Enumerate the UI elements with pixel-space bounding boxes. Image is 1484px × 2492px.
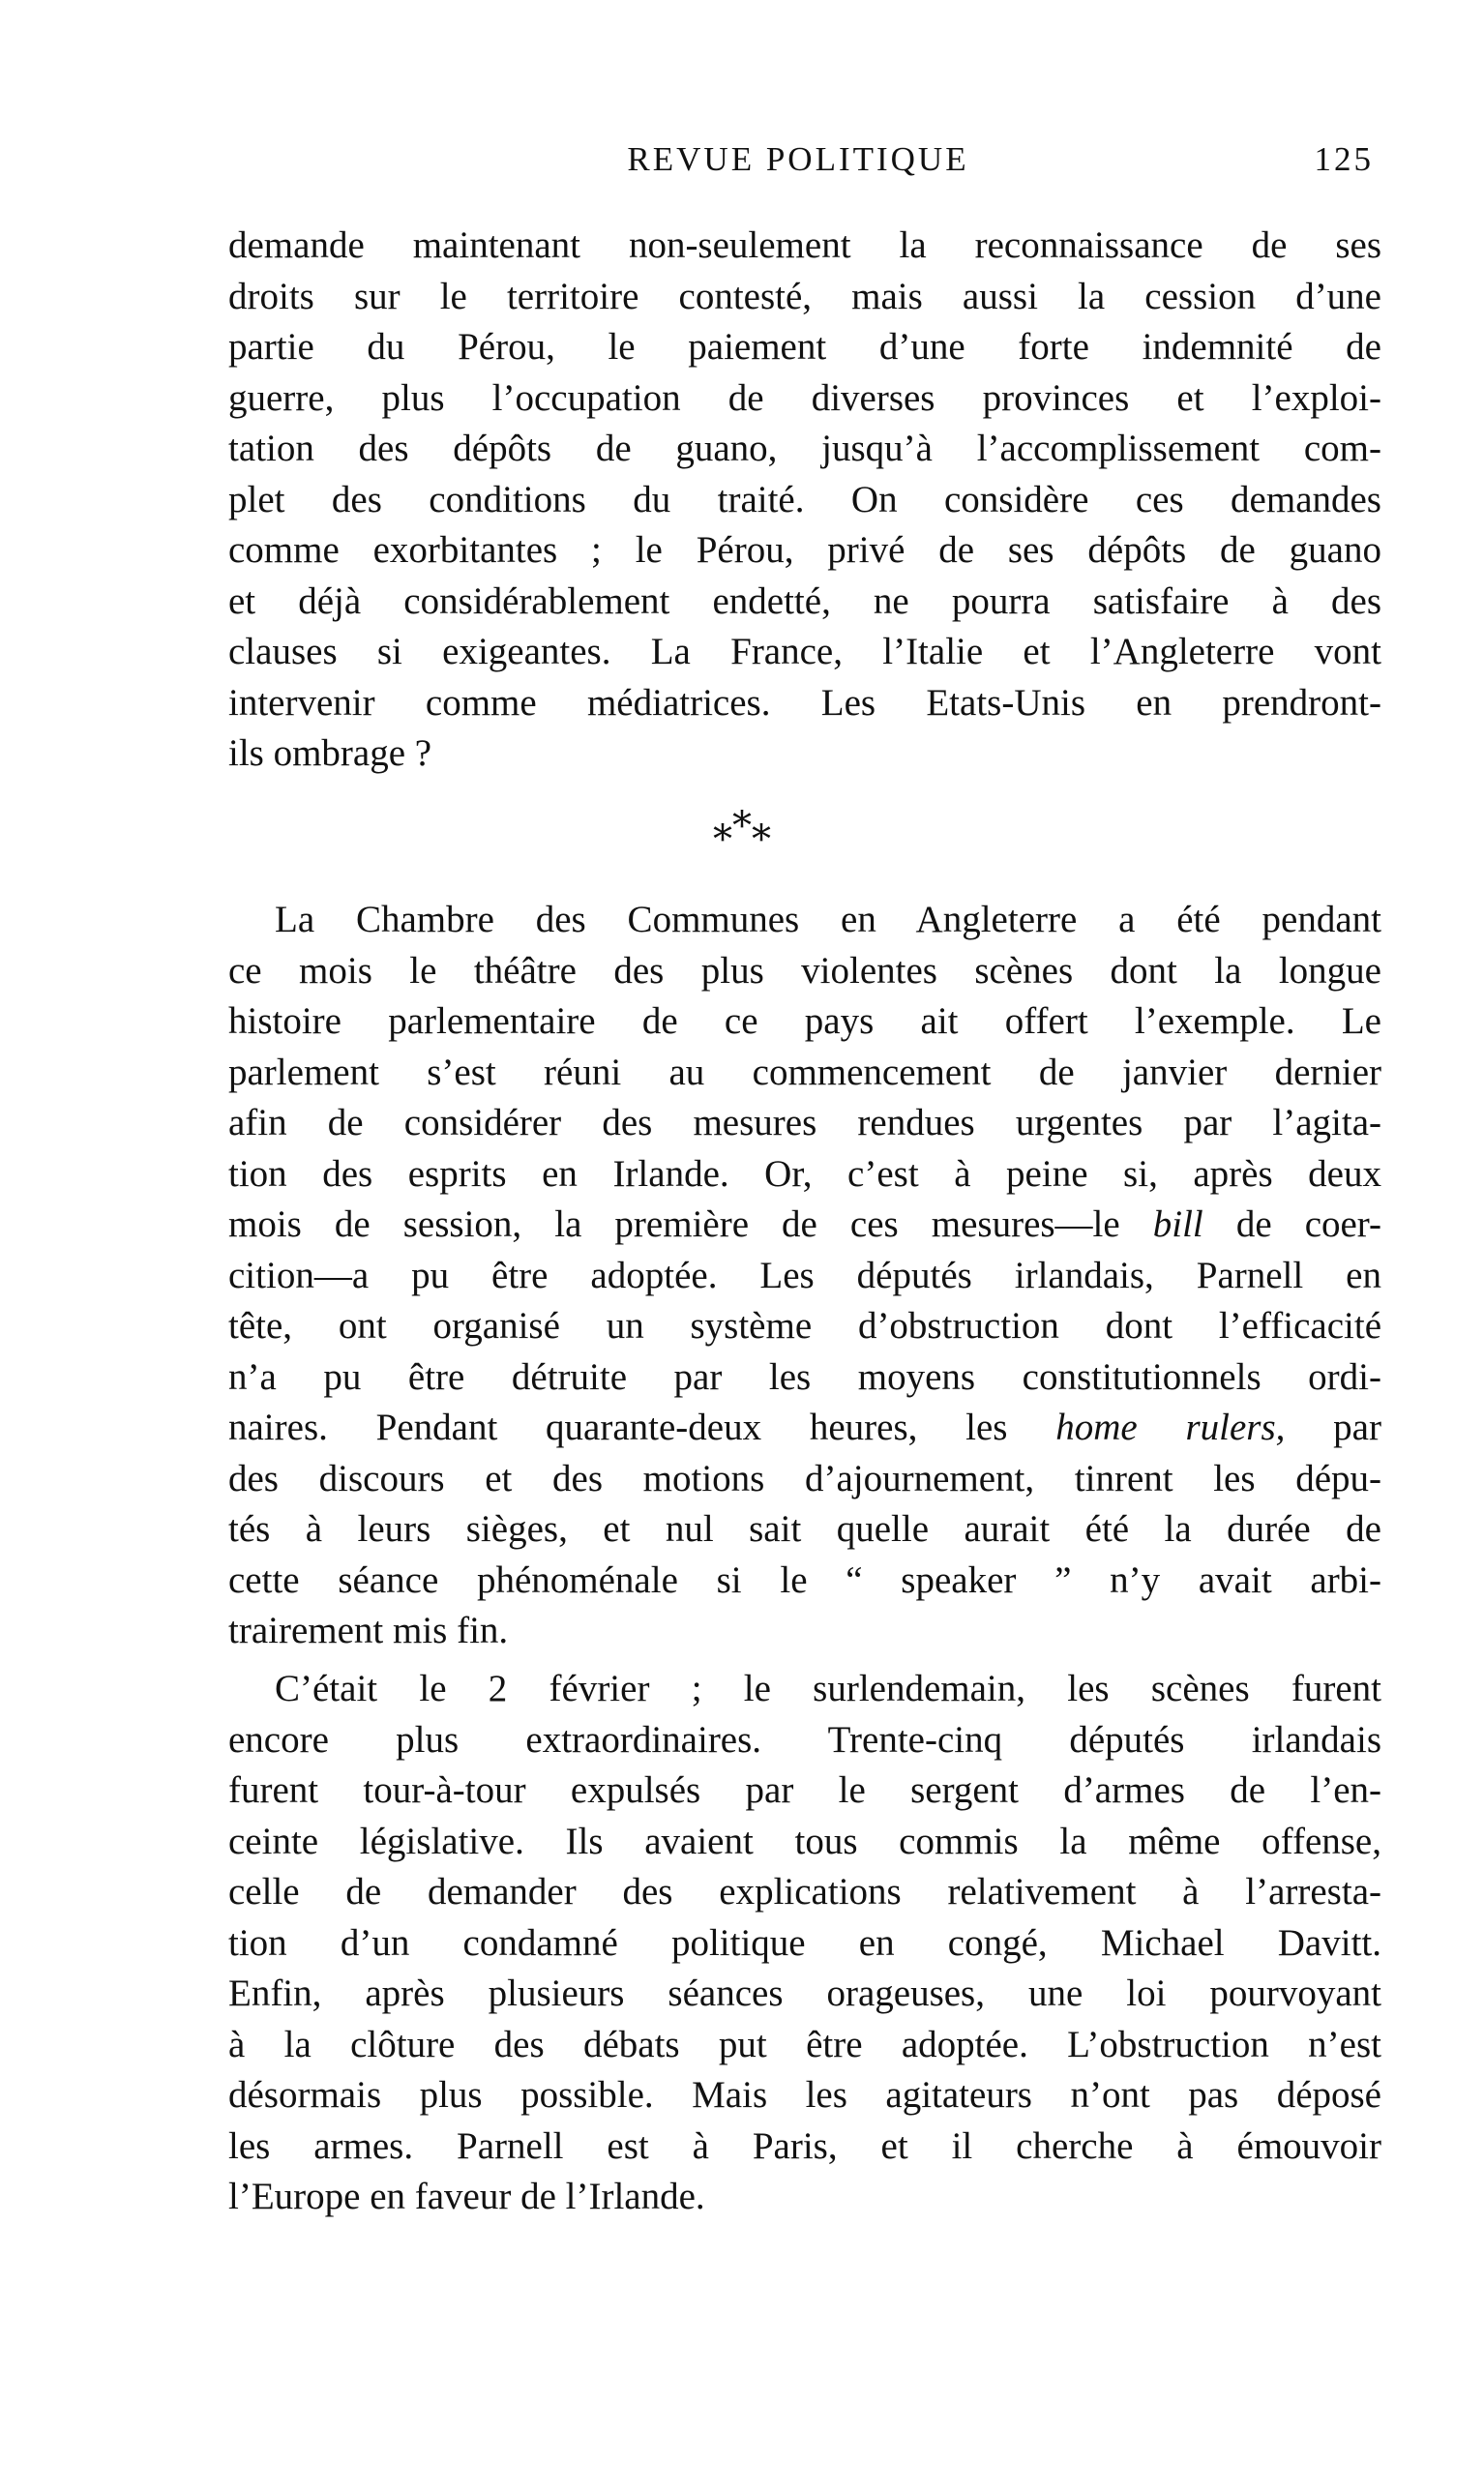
page-number: 125 [1314, 140, 1374, 178]
text-line: l’Europe en faveur de l’Irlande. [228, 2176, 705, 2217]
text-run: de coer- [1202, 1203, 1382, 1245]
text-line: tion des esprits en Irlande. Or, c’est à peine si, après deux [228, 1152, 1381, 1195]
text-line: C’était le 2 février ; le surlendemain, les scènes furent [275, 1668, 1381, 1709]
asterism-separator [0, 804, 1484, 869]
text-line: trairement mis fin. [228, 1610, 509, 1651]
text-line: tion d’un condamné politique en congé, Michael Davitt. [228, 1921, 1381, 1964]
text-line: tête, ont organisé un système d’obstruction dont l’efficacité [228, 1305, 1381, 1347]
text-line: désormais plus possible. Mais les agitateurs n’ont pas déposé [228, 2074, 1381, 2116]
asterism-star: * [713, 817, 732, 862]
text-line: celle de demander des explications relativement à l’arresta- [228, 1871, 1381, 1913]
text-line: ceinte législative. Ils avaient tous commis la même offense, [228, 1820, 1381, 1862]
text-line: furent tour-à-tour expulsés par le sergent d’armes de l’en- [228, 1769, 1381, 1811]
paragraph-peru [228, 221, 1381, 780]
text-line: Enfin, après plusieurs séances orageuses, une loi pourvoyant [228, 1973, 1381, 2014]
text-line: ils ombrage ? [228, 732, 432, 774]
asterism-star: * [732, 804, 752, 848]
text-line [228, 1200, 1381, 1251]
text-line [228, 1403, 1381, 1454]
text-line: encore plus extraordinaires. Trente-cinq députés irlandais [228, 1718, 1381, 1761]
text-run: naires. Pendant quarante-deux heures, les [228, 1407, 1056, 1448]
text-line: demande maintenant non-seulement la reconnaissance de ses [228, 224, 1381, 266]
text-line: à la clôture des débats put être adoptée. L’obstruction n’est [228, 2023, 1381, 2065]
text-line: ce mois le théâtre des plus violentes scènes dont la longue [228, 949, 1381, 992]
paragraph-february [228, 1664, 1381, 2223]
text-line: parlement s’est réuni au commencement de janvier dernier [228, 1051, 1381, 1093]
paragraph-commons [228, 895, 1381, 1657]
text-line: afin de considérer des mesures rendues urgentes par l’agita- [228, 1102, 1381, 1143]
text-line: guerre, plus l’occupation de diverses provinces et l’exploi- [228, 376, 1381, 419]
text-line: et déjà considérablement endetté, ne pourra satisfaire à des [228, 579, 1381, 622]
text-line: clauses si exigeantes. La France, l’Italie et l’Angleterre vont [228, 631, 1381, 672]
text-run: par [1285, 1407, 1381, 1448]
running-title: REVUE POLITIQUE [627, 140, 969, 178]
text-line: plet des conditions du traité. On considère ces demandes [228, 478, 1381, 520]
text-line: tés à leurs sièges, et nul sait quelle aurait été la durée de [228, 1508, 1381, 1550]
text-line: cition—a pu être adoptée. Les députés irlandais, Parnell en [228, 1254, 1381, 1296]
italic-term: home rulers, [1055, 1407, 1286, 1448]
asterism-star: * [752, 817, 771, 862]
text-line: tation des dépôts de guano, jusqu’à l’accomplissement com- [228, 428, 1381, 469]
text-line: intervenir comme médiatrices. Les Etats-Unis en prendront- [228, 681, 1381, 724]
text-line: comme exorbitantes ; le Pérou, privé de ses dépôts de guano [228, 529, 1381, 571]
text-line: droits sur le territoire contesté, mais aussi la cession d’une [228, 275, 1381, 317]
text-run: mois de session, la première de ces mesures—le [228, 1203, 1153, 1245]
text-line: des discours et des motions d’ajournement, tinrent les dépu- [228, 1457, 1381, 1499]
text-line: n’a pu être détruite par les moyens constitutionnels ordi- [228, 1355, 1381, 1398]
running-head [223, 140, 1374, 198]
text-line: partie du Pérou, le paiement d’une forte indemnité de [228, 326, 1381, 368]
text-line: les armes. Parnell est à Paris, et il cherche à émouvoir [228, 2124, 1381, 2167]
text-line: La Chambre des Communes en Angleterre a été pendant [275, 899, 1381, 940]
text-line: histoire parlementaire de ce pays ait offert l’exemple. Le [228, 1000, 1381, 1042]
text-line: cette séance phénoménale si le “ speaker ” n’y avait arbi- [228, 1558, 1381, 1601]
italic-term: bill [1152, 1203, 1203, 1245]
